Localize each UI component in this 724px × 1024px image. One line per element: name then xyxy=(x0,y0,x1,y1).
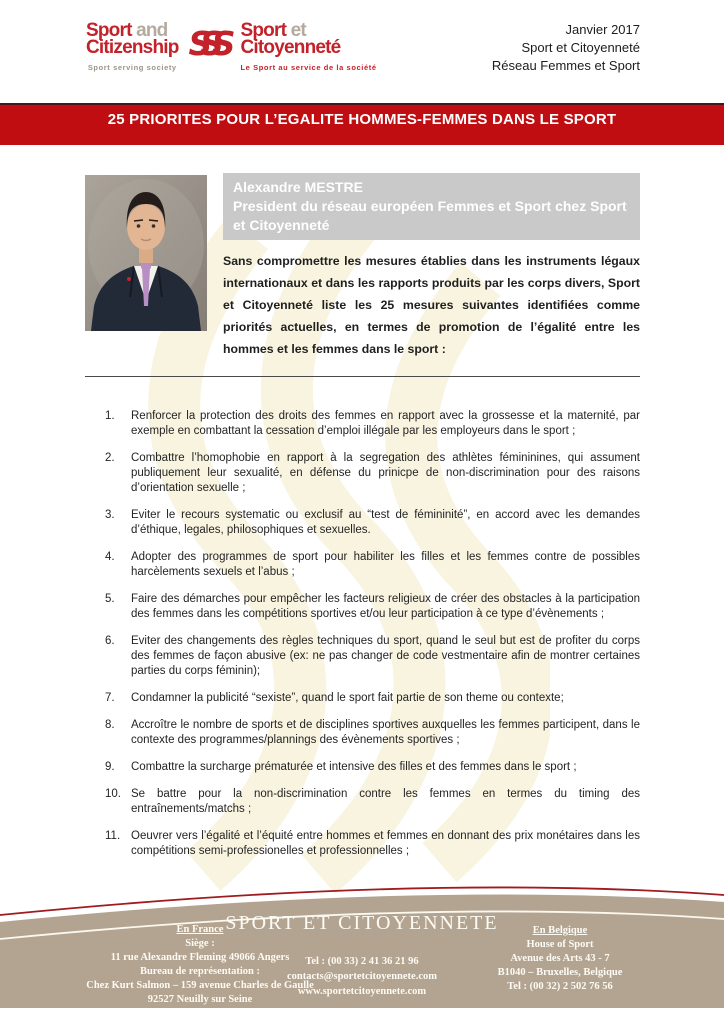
list-item xyxy=(105,691,640,706)
logo-word: Citizenship xyxy=(86,37,179,58)
list-item xyxy=(105,634,640,679)
list-item xyxy=(105,508,640,538)
list-item xyxy=(105,829,640,859)
list-item xyxy=(105,718,640,748)
footer-line: Bureau de représentation : xyxy=(139,966,261,977)
logo-word: and xyxy=(136,20,168,41)
logo-word: Sport xyxy=(240,20,287,41)
intro-paragraph: Sans compromettre les mesures établies dans les instruments légaux internationaux et dans les rapports produits par les corps divers, Sport et Citoyenneté liste les 25 mesures suivantes identifiées comme priorités actuelles, en termes de promotion de l’égalité entre les hommes et les femmes dans le sport : xyxy=(223,254,640,356)
author-box xyxy=(223,173,640,240)
item-text: Se battre pour la non-discrimination contre les femmes en termes du timing des entraînements/matchs ; xyxy=(131,788,640,815)
item-number: 4. xyxy=(105,551,115,563)
item-text: Eviter des changements des règles techniques du sport, quand le seul but est de profiter du corps des femmes de façon abusive (ex: ne pas changer de code vestmentaire afin de montrer certaines parties du corps féminin); xyxy=(131,635,640,677)
footer-france-heading: En France xyxy=(176,924,224,935)
meta-network: Réseau Femmes et Sport xyxy=(491,58,640,73)
contact-email-link[interactable]: contacts@sportetcitoyennete.com xyxy=(286,971,437,982)
main-content xyxy=(85,173,640,871)
footer-phone-fr: Tel : (00 33) 2 41 36 21 96 xyxy=(305,956,419,967)
logo-word: Citoyenneté xyxy=(240,37,341,58)
item-number: 11. xyxy=(105,830,121,842)
footer-line: House of Sport xyxy=(526,939,594,950)
item-text: Condamner la publicité “sexiste”, quand le sport fait partie de son theme ou contexte; xyxy=(131,692,564,704)
author-name: Alexandre MESTRE xyxy=(233,179,363,195)
footer-line: 11 rue Alexandre Fleming 49066 Angers xyxy=(110,952,290,963)
item-text: Adopter des programmes de sport pour habiliter les filles et les femmes contre de possibles harcèlements sexuels et l’abus ; xyxy=(131,551,640,578)
logo-word: Sport xyxy=(86,20,132,41)
list-item xyxy=(105,550,640,580)
separator-line xyxy=(85,376,640,377)
item-number: 1. xyxy=(105,410,115,422)
page-title: 25 PRIORITES POUR L’EGALITE HOMMES-FEMMES DANS LE SPORT xyxy=(107,111,617,128)
logo-tagline: Sport serving society xyxy=(87,63,177,72)
meta-org: Sport et Citoyenneté xyxy=(521,40,640,55)
footer-line: 92527 Neuilly sur Seine xyxy=(147,994,253,1005)
list-item xyxy=(105,787,640,817)
title-banner xyxy=(0,103,724,145)
footer-org-title: SPORT ET CITOYENNETE xyxy=(225,912,499,934)
item-number: 10. xyxy=(105,788,121,800)
footer-belgium-heading: En Belgique xyxy=(532,925,588,936)
footer-line: Tel : (00 32) 2 502 76 56 xyxy=(507,981,613,992)
footer-belgium-column xyxy=(415,924,705,994)
meta-date: Janvier 2017 xyxy=(565,22,640,37)
item-text: Renforcer la protection des droits des femmes en rapport avec la grossesse et la maternité, par exemple en combattant la cessation d’emploi illégale par les employeurs dans le sport ; xyxy=(131,410,640,437)
item-number: 8. xyxy=(105,719,115,731)
footer-line: Siège : xyxy=(185,938,215,949)
sport-et-citoyennete-logo xyxy=(241,22,377,76)
website-link[interactable]: www.sportetcitoyennete.com xyxy=(297,986,427,997)
document-meta xyxy=(492,21,640,75)
item-text: Combattre la surcharge prématurée et intensive des filles et des femmes dans le sport ; xyxy=(131,761,577,773)
footer-line: Avenue des Arts 43 - 7 xyxy=(510,953,610,964)
portrait-photo xyxy=(85,175,207,331)
item-number: 7. xyxy=(105,692,115,704)
list-item xyxy=(105,592,640,622)
list-item xyxy=(105,409,640,439)
item-text: Eviter le recours systematic ou exclusif au “test de fémininité”, en accord avec les demandes d’éthique, legales, philosophiques et sexuelles. xyxy=(131,509,640,536)
logo-word: et xyxy=(290,20,306,41)
item-number: 5. xyxy=(105,593,115,605)
item-number: 6. xyxy=(105,635,115,647)
priorities-list xyxy=(85,409,640,859)
footer-line: Chez Kurt Salmon – 159 avenue Charles de Gaulle xyxy=(86,980,314,991)
header-logos xyxy=(86,22,377,76)
sport-and-citizenship-logo xyxy=(86,22,179,76)
logo-tagline: Le Sport au service de la société xyxy=(240,63,377,72)
item-number: 2. xyxy=(105,452,115,464)
list-item xyxy=(105,451,640,496)
sss-flame-icon: SSS xyxy=(188,24,225,63)
item-number: 9. xyxy=(105,761,115,773)
footer-line: B1040 – Bruxelles, Belgique xyxy=(497,967,623,978)
footer xyxy=(0,875,724,1024)
item-text: Combattre l’homophobie en rapport à la segregation des athlètes fémininines, qui assument publiquement leur sexualité, en défense du prinicpe de non-discrimination pour des raisons d’orientation sexuelle ; xyxy=(131,452,640,494)
list-item xyxy=(105,760,640,775)
item-text: Accroître le nombre de sports et de disciplines sportives auxquelles les femmes participent, dans le contexte des programmes/plannings des évènements sportives ; xyxy=(131,719,640,746)
item-number: 3. xyxy=(105,509,115,521)
author-role: President du réseau européen Femmes et Sport chez Sport et Citoyenneté xyxy=(233,198,627,233)
item-text: Faire des démarches pour empêcher les facteurs religieux de créer des obstacles à la participation des femmes dans les compétitions sportives et/ou leur participation à ce type d’évènements ; xyxy=(131,593,640,620)
item-text: Oeuvrer vers l’égalité et l’équité entre hommes et femmes en donnant des prix monétaires dans les compétitions semi-professionelles et professionnelles ; xyxy=(131,830,640,857)
